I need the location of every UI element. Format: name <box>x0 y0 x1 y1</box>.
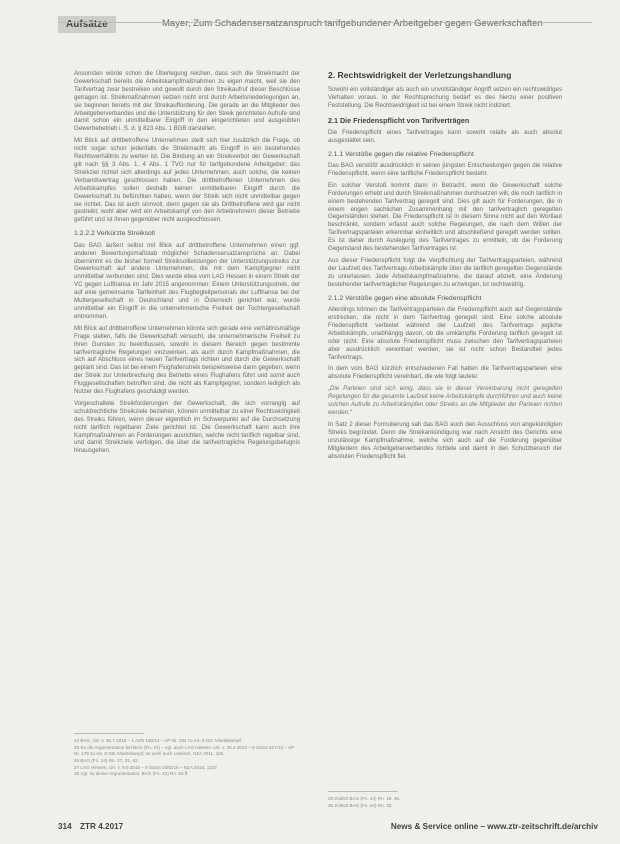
footnote: 25 So die Argumentation bei BAG (Fn. 24) – vgl. auch LAG Hessen, Urt. v. 25.4.2013 – 9 SaGa 527/13 – AP Nr. 179 zu Art. 9 GG Arbeitskampf; so wohl auch Löwisch, NZA 2011, 105. <box>74 744 294 757</box>
subsubsection-heading-relative: 2.1.1 Verstöße gegen die relative Friedenspflicht <box>328 150 474 158</box>
right-footnotes <box>328 796 562 810</box>
footnote: 30 Zuletzt BAG (Fn. 24) Rn. 33. <box>328 802 393 808</box>
journal-issue: ZTR 4.2017 <box>80 822 124 831</box>
paragraph: Ein solcher Verstoß kommt dann in Betracht, wenn die Gewerkschaft solche Forderungen erhebt und durch Streikmaßnahmen durchsetzen will, die noch tariflich in einem bestehenden Tarifvertrag geregelt sind. Dies gilt auch für Forderungen, die in einem engen sachlichen Zusammenhang mit den tarifvertraglich geregelten Gegenständen stehen. Die Friedenspflicht ist in diesem Sinne nicht auf den Wortlaut beschränkt, sondern erfasst auch solche Regelungen, die nach dem Willen der Tarifvertragsparteien erkennbar einheitlich und abschließend geregelt werden sollten. Es ist daher durch Auslegung des Tarifvertrages zu ermitteln, ob die Forderung Gegenstand des bestehenden Tarifvertrages ist. <box>328 181 562 253</box>
paragraph: Sowohl ein vollständiger als auch ein unvollständiger Angriff setzen ein rechtswidriges Verhalten voraus. In der Rechtsprechung bedarf es des hierzu einer positiven Feststellung. Die Rechtswidrigkeit ist bei einem Streik nicht indiziert. <box>328 86 562 109</box>
paragraph: Vorgeschaltete Streikforderungen der Gewerkschaft, die sich vorrangig auf schuldrechtliche Streikziele beziehen, können unmittelbar zu einer Rechtswidrigkeit des Streiks führen, wenn dieser eigentlich im Schwerpunkt auf die Durchsetzung nicht tariflich regelbarer Ziele gerichtet ist. Die Gewerkschaft kann auch ihre Kampfmaßnahmen an Forderungen ausrichten, welche nicht tariflich regelbar sind, und damit Streikziele verfolgen, die über die tarifvertragliche Regelungsbefugnis hinausgehen. <box>74 399 300 455</box>
paragraph: Allerdings können die Tarifvertragsparteien die Friedenspflicht auch auf Gegenstände erstrecken, die nicht in dem Tarifvertrag geregelt sind. Eine solche absolute Friedenspflicht verbietet während der Laufzeit des Tarifvertrags jegliche Arbeitskämpfe, unabhängig davon, ob die umkämpfte Forderung tariflich geregelt ist oder nicht. Eine absolute Friedenspflicht muss zwischen den Tarifvertragsparteien aber ausdrücklich vereinbart werden; sie ist nicht schon Bestandteil jedes Tarifvertrags. <box>328 306 562 361</box>
footnote: 27 LAG Hessen, Urt. v. 9.9.2015 – 9 SaGa 1082/15 – NZA 2015, 1337. <box>74 764 219 770</box>
subsubsection-heading-absolute: 2.1.2 Verstöße gegen eine absolute Friedenspflicht <box>328 294 482 302</box>
paragraph: In Satz 2 dieser Formulierung sah das BAG auch den Ausschluss von angekündigten Streiks begründet. Denn die Streikankündigung war nach Ansicht des Gerichts eine unzulässige Kampfmaßnahme, welche sich auch auf die Forderung gegenüber Mitgliedern des Arbeitgeberverbandes richtete und damit in den Schutzbereich der absoluten Friedenspflicht fiel. <box>328 420 562 460</box>
subsection-heading: 2.1 Die Friedenspflicht von Tarifverträgen <box>328 115 470 125</box>
paragraph: Das BAG verstößt ausdrücklich in seinen jüngsten Entscheidungen gegen die relative Friedenspflicht, wenn eine tarifliche Friedenspflicht besteht. <box>328 162 562 177</box>
footnote: 29 Zuletzt BAG (Fn. 24) Rn. 19, 26. <box>328 796 401 801</box>
paragraph: Das BAG äußert selbst mit Blick auf drittbetroffene Unternehmen einen ggf. anderen Bewertungsmaßstab möglicher Schadensersatzansprüche an. Dabei übernimmt es die bisher formell Streiksollleistungen der Unterstützungsstreiks zur Gewerkschaft auf andere Unternehmen, die mit dem Kampfgegner nicht unmittelbar verbunden sind. Dies wurde etwa vom LAG Hessen in einem Streik der VC gegen Lufthansa im Jahr 2015 angenommen: Einem Unterstützungsstreik, der auf eine gemeinsame Tarifeinheit des Flugbegleitpersonals der Lufthansa bei der Muttergesellschaft in Deutschland und in Österreich gerichtet war, wurde unmittelbar ein Eingriff in die unternehmerische Freiheit der Tochtergesellschaft entnommen. <box>74 241 300 320</box>
paragraph: In dem vom BAG kürzlich entschiedenen Fall hatten die Tarifvertragsparteien eine absolute Friedenspflicht vereinbart, die wie folgt lautete: <box>328 365 562 381</box>
paragraph: Ansonsten würde schon die Überlegung reichen, dass sich die Streikmacht der Gewerkschaft bereits die Arbeitskampfmaßnahmen zu eigen macht, weil sie den Tarifvertrag zwar bestreiken und gewollt durch den Streikaufruf dieser Beschlüsse getragen ist. Streikmaßnahmen setzen nicht erst durch Arbeitsniederlegungen an, sie beginnen bereits mit der Streikaufforderung. Die gerade an die Mitglieder des Arbeitgeberverbandes und die Unterstützung für den Streik gerichteten Aufrufe sind damit schon ein unmittelbarer Eingriff in den eingerichteten und ausgeübten Gewerbebetrieb i. S. d. § 823 Abs. 1 BGB darstellen. <box>74 70 300 133</box>
block-quote: „Die Parteien sind sich einig, dass sie in dieser Vereinbarung nicht geregelten Regelungen für die gesamte Laufzeit keine Arbeitskämpfe durchführen und auch keine solchen Aufrufe zu Arbeitskämpfen oder Streiks an die Mitglieder der Parteien richten werden.“ <box>328 385 562 416</box>
footnote: 24 BAG, Urt. v. 26.7.2016 – 1 AZR 160/14 – AP Nr. 184 zu Art. 9 GG Arbeitskampf. <box>74 738 243 743</box>
paragraph: Mit Blick auf drittbetroffene Unternehmen könnte sich gerade eine verhältnismäßige Frage stellen, falls die Gewerkschaft versucht, die unternehmerische Freiheit zu ihren Gunsten zu beeinflussen, sowohl in diesem Bereich gegen bestimmte tarifvertragliche Regelungen einzuwirken, als auch durch Kampfmaßnahmen, die sich auf Abschluss eines neuen Tarifvertrags richten und durch die Gewerkschaft geplant sind. Das ist bei einem Flughafenstreik beispielsweise dann gegeben, wenn der Streik zur Unterbrechung des Betriebs eines Flughafens führt und somit auch Fluggesellschaften betroffen sind, die nicht als Kampfgegner, sondern lediglich als Nutzer des Flughafens geschädigt werden. <box>74 324 300 396</box>
footnote-divider <box>328 791 398 792</box>
archive-link[interactable]: News & Service online – www.ztr-zeitschrift.de/archiv <box>390 822 598 831</box>
page-header <box>58 14 592 36</box>
page-number: 314 <box>58 822 72 831</box>
subheading-strike-goal: 1.2.2.2 Verkürzte Streiksoll <box>74 230 155 238</box>
footnote-divider <box>74 733 144 734</box>
running-title: Mayer, Zum Schadensersatzanspruch tarifgebundener Arbeitgeber gegen Gewerkschaften <box>162 18 543 29</box>
footnote: 28 Vgl. zu dieser Argumentation: BAG (Fn. 24) Rn. 52 ff. <box>74 771 189 777</box>
section-heading: 2. Rechtswidrigkeit der Verletzungshandlung <box>328 70 512 80</box>
paragraph: Mit Blick auf drittbetroffene Unternehmen stellt sich hier zusätzlich die Frage, ob nicht sogar schon jedenfalls die Streikmacht als Eingriff in ein bestehendes Rechtsverhältnis zu werten ist. Die Bindung an ein Streikverbot der Gewerkschaft gilt nach §§ 3 Abs. 1, 4 Abs. 1 TVG nur für tarifgebundene Arbeitgeber; das Streikziel richtet sich allerdings auf jedes Unternehmen, auch solche, die keinen Verbandsvertrag geschlossen haben. Die drittbetroffenen Unternehmen des Arbeitskampfes sollen deshalb keinen unmittelbaren Eingriff durch die Gewerkschaft zu befürchten haben, wenn der Streik sich nicht unmittelbar gegen sie richtet. Das ist auch sinnvoll, denn gegen sie als Drittbetroffene wird gar nicht gestreikt; wohl aber wird ein Arbeitskampf von den Arbeitnehmern dieser Betriebe geführt und ist ihnen gegenüber nicht ausgeschlossen. <box>74 137 300 224</box>
paragraph: Die Friedenspflicht eines Tarifvertrages kann sowohl relativ als auch absolut ausgestaltet sein. <box>328 128 562 144</box>
section-tag: Aufsätze <box>58 16 116 33</box>
page-footer <box>58 822 598 834</box>
left-column <box>74 70 300 459</box>
footnote: 26 BAG (Fn. 24) Rn. 27, 31, 62. <box>74 757 139 763</box>
header-rule <box>58 22 592 23</box>
left-footnotes <box>74 738 300 778</box>
right-column <box>328 70 562 464</box>
paragraph: Aus dieser Friedenspflicht folgt die Verpflichtung der Tarifvertragsparteien, während der Laufzeit des Tarifvertrags Arbeitskämpfe über die tariflich geregelten Gegenstände zu unterlassen. Jede Arbeitskampfmaßnahme, die darauf abzielt, eine Änderung bestehender tarifvertraglicher Regelungen zu erzwingen, ist rechtswidrig. <box>328 257 562 288</box>
